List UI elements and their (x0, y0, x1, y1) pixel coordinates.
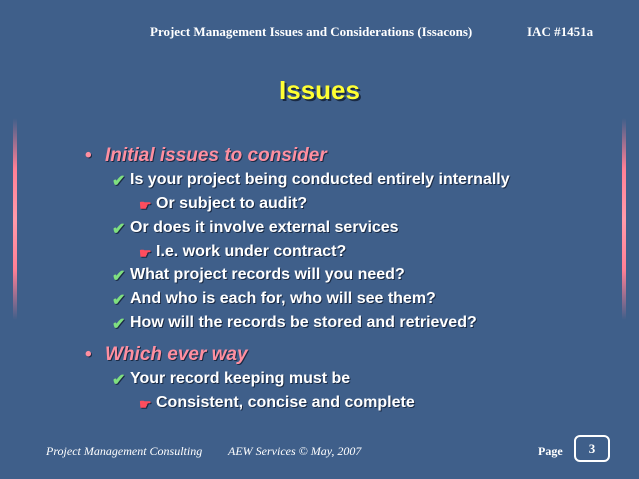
slide-header (0, 22, 639, 42)
checkmark-icon: ✔ (112, 292, 126, 309)
pointing-hand-icon: ☛ (139, 197, 152, 213)
check-item-text: How will the records be stored and retrieved? (130, 314, 477, 331)
bullet-text: Initial issues to consider (105, 145, 327, 166)
check-item-text: Your record keeping must be (130, 370, 351, 387)
checkmark-icon: ✔ (112, 221, 126, 238)
checkmark-icon: ✔ (112, 372, 126, 389)
bullet-text: Which ever way (105, 344, 248, 365)
footer-copyright: AEW Services © May, 2007 (228, 444, 362, 458)
sub-item-text: Or subject to audit? (156, 195, 308, 212)
check-item-text: Or does it involve external services (130, 219, 399, 236)
slide-footer (0, 440, 639, 470)
header-title: Project Management Issues and Considerations (Issacons) (150, 24, 473, 39)
check-item-text: What project records will you need? (130, 266, 405, 283)
footer-company: Project Management Consulting (46, 444, 203, 458)
check-item-text: And who is each for, who will see them? (130, 290, 436, 307)
bullet-icon: • (85, 145, 92, 166)
page-number-badge: 3 (574, 435, 610, 462)
right-decorative-bar (622, 118, 626, 320)
checkmark-icon: ✔ (112, 173, 126, 190)
slide-title: Issues (279, 75, 360, 105)
footer-page-label: Page (538, 444, 563, 458)
checkmark-icon: ✔ (112, 316, 126, 333)
check-item-text: Is your project being conducted entirely internally (130, 171, 510, 188)
header-code: IAC #1451a (527, 24, 594, 39)
sub-item-text: Consistent, concise and complete (156, 394, 415, 411)
checkmark-icon: ✔ (112, 268, 126, 285)
left-decorative-bar (13, 118, 17, 320)
pointing-hand-icon: ☛ (139, 396, 152, 412)
bullet-icon: • (85, 344, 92, 365)
pointing-hand-icon: ☛ (139, 245, 152, 261)
sub-item-text: I.e. work under contract? (156, 243, 347, 260)
